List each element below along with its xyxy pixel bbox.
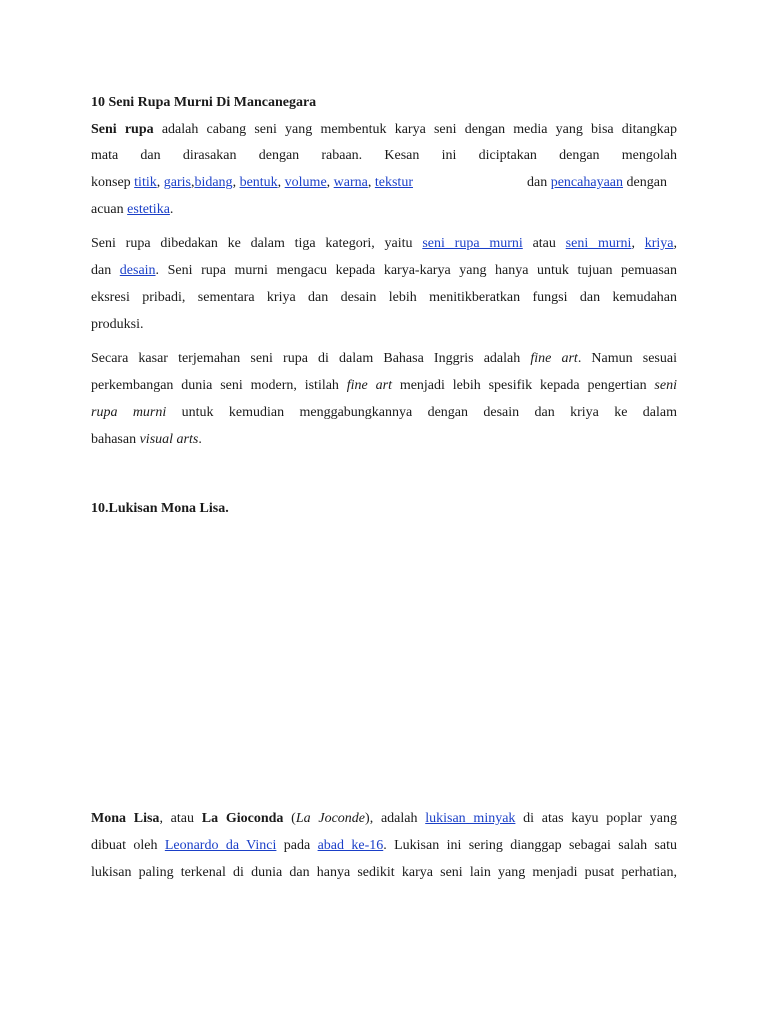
- text: Secara kasar terjemahan seni rupa di dalam Bahasa Inggris adalah: [91, 351, 531, 366]
- link-abad-ke-16[interactable]: abad ke-16: [317, 838, 384, 853]
- text: .: [169, 202, 174, 217]
- term-seni-rupa: Seni rupa: [91, 122, 154, 137]
- link-warna[interactable]: warna: [333, 175, 368, 190]
- text: ,: [232, 175, 240, 190]
- link-lukisan-minyak[interactable]: lukisan minyak: [425, 811, 516, 826]
- text: ,: [631, 236, 645, 251]
- text: , atau: [159, 811, 202, 826]
- link-seni-rupa-murni[interactable]: seni rupa murni: [422, 236, 523, 251]
- text: ,: [367, 175, 375, 190]
- text: menjadi lebih spesifik kepada pengertian: [391, 378, 655, 393]
- paragraph-1-line-4: [91, 200, 677, 220]
- link-desain[interactable]: desain: [119, 263, 156, 278]
- text: konsep: [91, 175, 135, 190]
- line-end-group: [527, 173, 667, 193]
- text: ,: [156, 175, 164, 190]
- text: ), adalah: [365, 811, 426, 826]
- link-seni-murni[interactable]: seni murni: [565, 236, 632, 251]
- paragraph-2-line-4: produksi.: [91, 317, 144, 332]
- italic-visual-arts: visual arts: [139, 432, 199, 447]
- paragraph-4-line-3: lukisan paling terkenal di dunia dan hanya sedikit karya seni lain yang menjadi pusat perhatian,: [91, 865, 677, 880]
- text: (: [283, 811, 296, 826]
- link-volume[interactable]: volume: [284, 175, 327, 190]
- text: dan: [91, 263, 120, 278]
- bold-mona-lisa: Mona Lisa: [91, 811, 160, 826]
- paragraph-2-line-2: [91, 261, 677, 281]
- link-garis[interactable]: garis: [163, 175, 191, 190]
- link-tekstur[interactable]: tekstur: [374, 175, 413, 190]
- link-leonardo-da-vinci[interactable]: Leonardo da Vinci: [164, 838, 277, 853]
- italic-seni: seni: [654, 378, 677, 393]
- text: ,: [277, 175, 285, 190]
- text: dengan: [623, 175, 667, 190]
- text: acuan: [91, 202, 128, 217]
- paragraph-2-line-3: eksresi pribadi, sementara kriya dan desain lebih menitikberatkan fungsi dan kemudahan: [91, 290, 677, 305]
- text: Seni rupa dibedakan ke dalam tiga kategori, yaitu: [91, 236, 423, 251]
- text: ,: [326, 175, 334, 190]
- text: perkembangan dunia seni modern, istilah: [91, 378, 347, 393]
- text: untuk kemudian menggabungkannya dengan desain dan kriya ke dalam: [166, 405, 677, 420]
- paragraph-4-line-2: [91, 836, 677, 856]
- text: ,: [673, 236, 678, 251]
- paragraph-3-line-3: [91, 403, 677, 423]
- paragraph-1-line-2: mata dan dirasakan dengan rabaan. Kesan ini diciptakan dengan mengolah: [91, 148, 677, 163]
- link-bidang[interactable]: bidang: [194, 175, 233, 190]
- section-heading-mona-lisa: 10.Lukisan Mona Lisa.: [91, 501, 229, 516]
- text: . Namun sesuai: [577, 351, 677, 366]
- text: adalah cabang seni yang membentuk karya seni dengan media yang bisa ditangkap: [153, 122, 677, 137]
- italic-la-joconde: La Joconde: [295, 811, 366, 826]
- text: .: [198, 432, 202, 447]
- link-titik[interactable]: titik: [134, 175, 157, 190]
- link-pencahayaan[interactable]: pencahayaan: [550, 175, 624, 190]
- link-estetika[interactable]: estetika: [127, 202, 170, 217]
- bold-la-gioconda: La Gioconda: [201, 811, 284, 826]
- paragraph-2-line-1: [91, 234, 677, 254]
- paragraph-1-line-1: [91, 120, 677, 140]
- paragraph-3-line-2: [91, 376, 677, 396]
- text: bahasan: [91, 432, 140, 447]
- text: dan: [527, 175, 551, 190]
- paragraph-3-line-4: [91, 430, 677, 450]
- text: dibuat oleh: [91, 838, 165, 853]
- paragraph-3-line-1: [91, 349, 677, 369]
- italic-fine-art: fine art: [346, 378, 392, 393]
- text: . Lukisan ini sering dianggap sebagai salah satu: [383, 838, 677, 853]
- paragraph-1-line-3: [91, 173, 677, 193]
- italic-rupa-murni: rupa murni: [91, 405, 167, 420]
- text: pada: [276, 838, 318, 853]
- link-bentuk[interactable]: bentuk: [239, 175, 278, 190]
- text: . Seni rupa murni mengacu kepada karya-karya yang hanya untuk tujuan pemuasan: [155, 263, 677, 278]
- text: ,: [190, 175, 195, 190]
- link-kriya[interactable]: kriya: [644, 236, 674, 251]
- section-heading: 10 Seni Rupa Murni Di Mancanegara: [91, 95, 317, 110]
- italic-fine-art: fine art: [530, 351, 578, 366]
- text: atau: [522, 236, 566, 251]
- paragraph-4-line-1: [91, 809, 677, 829]
- text: di atas kayu poplar yang: [515, 811, 678, 826]
